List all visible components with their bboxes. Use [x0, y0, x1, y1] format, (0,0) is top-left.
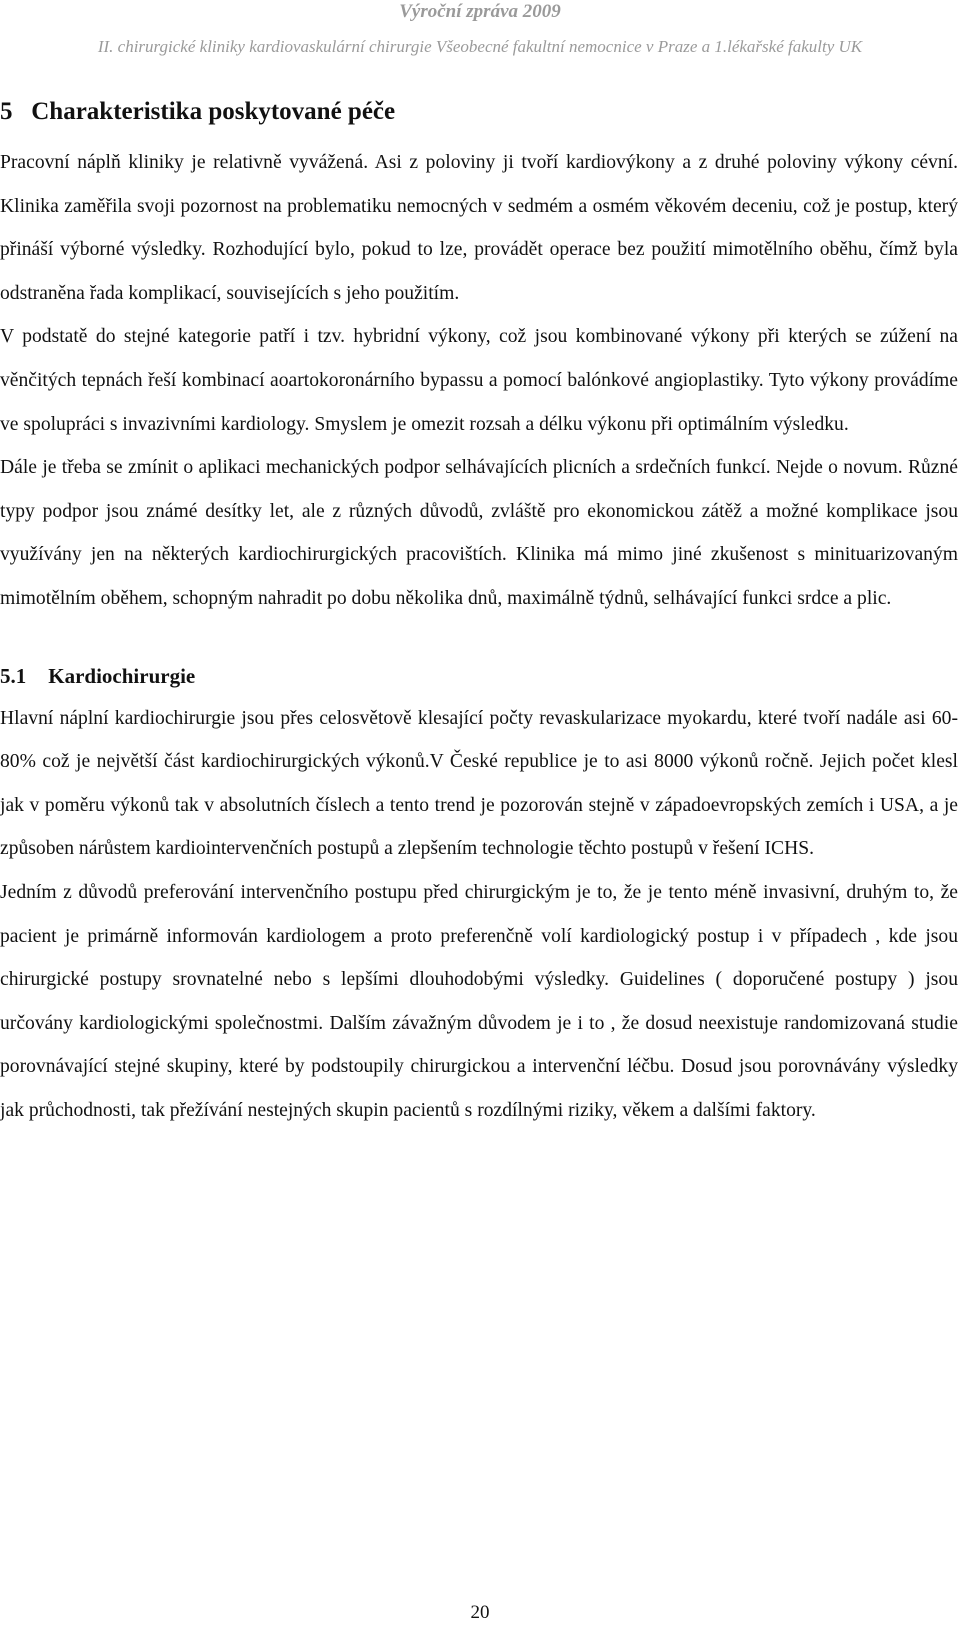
section-paragraph: Dále je třeba se zmínit o aplikaci mechanických podpor selhávajících plicních a srdečních funkcí. Nejde o novum. Různé typy podpor jsou známé desítky let, ale z různých důvodů, zvláště pro ekonomickou zátěž a možné komplikace jsou využívány jen na některých kardiochirurgických pracovištích. Klinika má mimo jiné zkušenost s minituarizovaným mimotělním oběhem, schopným nahradit po dobu několika dnů, maximálně týdnů, selhávající funkci srdce a plic. [0, 457, 958, 609]
section-title: Charakteristika poskytované péče [31, 98, 396, 125]
report-subtitle: II. chirurgické kliniky kardiovaskulární chirurgie Všeobecné fakultní nemocnice v Praze a 1.lékařské fakulty UK [97, 37, 863, 56]
section-number: 5 [0, 98, 13, 125]
page-header [0, 0, 960, 58]
document-body [0, 95, 958, 1132]
subsection-paragraph: Hlavní náplní kardiochirurgie jsou přes celosvětově klesající počty revaskularizace myokardu, které tvoří nadále asi 60-80% což je největší část kardiochirurgických výkonů.V České republice je to asi 8000 výkonů ročně. Jejich počet klesl jak v poměru výkonů tak v absolutních číslech a tento trend je pozorován stejně v západoevropských zemích i USA, a je způsoben nárůstem kardiointervenčních postupů a zlepšením technologie těchto postupů v řešení ICHS. [0, 707, 958, 860]
section-heading [0, 95, 958, 129]
subsection-number: 5.1 [0, 663, 27, 688]
report-title: Výroční zpráva 2009 [399, 1, 561, 22]
page-number: 20 [470, 1602, 490, 1623]
subsection-heading [0, 659, 958, 693]
subsection-paragraph: Jedním z důvodů preferování intervenčního postupu před chirurgickým je to, že je tento méně invasivní, druhým to, že pacient je primárně informován kardiologem a proto preferenčně volí kardiologický postup i v případech , kde jsou chirurgické postupy srovnatelné nebo s lepšími dlouhodobými výsledky. Guidelines ( doporučené postupy ) jsou určovány kardiologickými společnostmi. Dalším závažným důvodem je i to , že dosud neexistuje randomizovaná studie porovnávající stejné skupiny, které by podstoupily chirurgickou a intervenční léčbu. Dosud jsou porovnávány výsledky jak průchodnosti, tak přežívání nestejných skupin pacientů s rozdílnými riziky, věkem a dalšími faktory. [0, 881, 958, 1121]
section-paragraph: V podstatě do stejné kategorie patří i tzv. hybridní výkony, což jsou kombinované výkony při kterých se zúžení na věnčitých tepnách řeší kombinací aoartokoronárního bypassu a pomocí balónkové angioplastiky. Tyto výkony provádíme ve spolupráci s invazivními kardiology. Smyslem je omezit rozsah a délku výkonu při optimálním výsledku. [0, 326, 958, 435]
section-paragraph: Pracovní náplň kliniky je relativně vyvážená. Asi z poloviny ji tvoří kardiovýkony a z druhé poloviny výkony cévní. Klinika zaměřila svoji pozornost na problematiku nemocných v sedmém a osmém věkovém deceniu, což je postup, který přináší výborné výsledky. Rozhodující bylo, pokud to lze, provádět operace bez použití mimotělního oběhu, čímž byla odstraněna řada komplikací, souvisejících s jeho použitím. [0, 152, 958, 304]
subsection-title: Kardiochirurgie [48, 663, 196, 688]
